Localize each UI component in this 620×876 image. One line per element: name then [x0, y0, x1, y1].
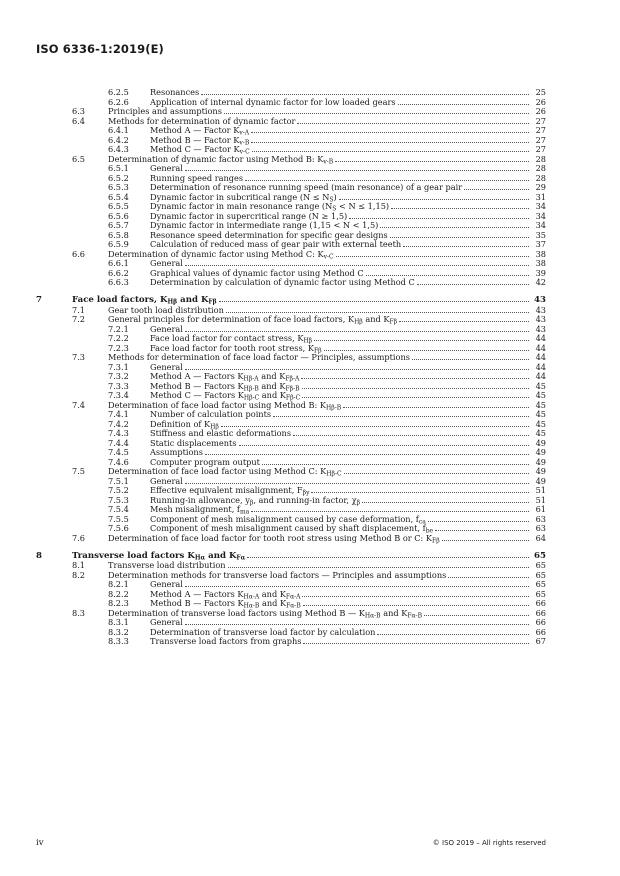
toc-entry-page: 26 [535, 106, 546, 116]
toc-entry-page: 49 [535, 475, 546, 486]
dot-leader [303, 643, 529, 644]
toc-entry-title: Transverse load factors from graphs [150, 636, 302, 646]
dot-leader [185, 265, 529, 266]
toc-entry-number: 8.2 [72, 569, 86, 580]
toc-entry-title: Face load factors, $K_{H\beta}$ and $K_{F\beta}$ [72, 295, 217, 306]
toc-entry-page: 43 [535, 314, 546, 324]
toc-entry-title: Determination of face load factor for tooth root stress using Method B or C: $K_{F\beta}$ [108, 532, 440, 544]
toc-entry-number: 7.5.4 [108, 504, 129, 514]
dot-leader [344, 473, 529, 474]
toc-entry-title: Determination of transverse load factors using Method B — $K_{H\alpha-B}$ and $K_{F\alpha-B}$ [108, 607, 422, 619]
toc-entry-page: 51 [535, 494, 546, 505]
toc-entry-page: 65 [535, 560, 546, 570]
toc-entry-page: 51 [535, 485, 546, 495]
dot-leader [185, 369, 529, 370]
dot-leader [273, 416, 529, 417]
toc-entry-number: 6.5.1 [108, 163, 129, 173]
toc-entry-page: 44 [535, 333, 546, 343]
toc-entry-number: 6.6.3 [108, 277, 129, 287]
document-id: ISO 6336-1:2019(E) [36, 42, 164, 56]
toc-entry-page: 34 [535, 220, 546, 230]
toc-entry-number: 7.3 [72, 352, 86, 362]
toc-entry-number: 6.5.3 [108, 182, 129, 192]
toc-entry-page: 25 [535, 87, 546, 97]
dot-leader [219, 301, 529, 302]
toc-entry-number: 6.5.9 [108, 239, 129, 249]
toc-entry-number: 8.2.2 [108, 588, 129, 599]
toc-entry-page: 64 [535, 532, 546, 543]
toc-entry-number: 7.4.4 [108, 437, 129, 448]
dot-leader [224, 113, 529, 114]
dot-leader [398, 104, 529, 105]
toc-entry-title: Face load factor for tooth root stress, $K_{F\beta}$ [150, 342, 322, 354]
toc-entry-page: 38 [535, 258, 546, 268]
toc-entry-number: 7.5.1 [108, 475, 129, 486]
toc-entry-page: 27 [535, 125, 546, 135]
toc-entry-title: Graphical values of dynamic factor using Method C [150, 267, 364, 278]
toc-entry-number: 8.3.1 [108, 617, 129, 627]
toc-entry-title: Method B — Factors $K_{H\beta-B}$ and $K_{F\beta-B}$ [150, 380, 300, 392]
dot-leader [185, 483, 529, 484]
toc-entry-title: Method A — Factors $K_{H\beta-A}$ and $K_{F\beta-A}$ [150, 371, 300, 383]
toc-entry-title: Method A — Factor $K_{v-A}$ [150, 125, 250, 137]
toc-entry-number: 7.5.6 [108, 523, 129, 533]
dot-leader [349, 218, 529, 219]
toc-entry-page: 65 [534, 550, 546, 561]
dot-leader [377, 634, 529, 635]
toc-entry-page: 45 [535, 418, 546, 429]
dot-leader [302, 388, 529, 389]
toc-entry-title: General [150, 475, 183, 486]
toc-entry-number: 6.3 [72, 106, 86, 116]
dot-leader [339, 199, 529, 200]
toc-entry-title: Methods for determination of dynamic factor [108, 115, 296, 126]
toc-entry-title: Method C — Factors $K_{H\beta-C}$ and $K_{F\beta-C}$ [150, 390, 301, 402]
toc-entry-title: Determination of transverse load factor by calculation [150, 626, 376, 637]
toc-entry-title-line [150, 439, 530, 449]
toc-entry-page: 45 [535, 390, 546, 400]
dot-leader [412, 359, 529, 360]
toc-entry-title: Calculation of reduced mass of gear pair with external teeth [150, 239, 402, 249]
dot-leader [185, 624, 529, 625]
toc-entry-title: General [150, 323, 183, 334]
toc-entry-title: Resonances [150, 87, 200, 97]
toc-entry-title: Method B — Factor $K_{v-B}$ [150, 134, 250, 146]
toc-entry-number: 6.2.5 [108, 87, 129, 97]
toc-entry-page: 66 [535, 598, 546, 608]
toc-entry-page: 66 [535, 626, 546, 637]
toc-entry-title: Running-in allowance, $y_\beta$, and running-in factor, $\chi_\beta$ [150, 494, 361, 506]
dot-leader [251, 511, 529, 512]
toc-entry-number: 7.4.1 [108, 409, 129, 419]
toc-entry-number: 6.4.2 [108, 134, 129, 145]
toc-entry-number: 7.3.4 [108, 390, 129, 400]
dot-leader [380, 227, 529, 228]
page-number: iv [36, 838, 44, 848]
toc-entry-number: 8.2.3 [108, 598, 129, 608]
toc-entry-title: Stiffness and elastic deformations [150, 428, 292, 438]
dot-leader [399, 321, 529, 322]
dot-leader [239, 445, 530, 446]
toc-entry-page: 42 [535, 277, 546, 287]
toc-entry-title: General [150, 579, 183, 589]
toc-entry-number: 7.3.3 [108, 380, 129, 391]
toc-entry-title: Determination of face load factor using Method C: $K_{H\beta-C}$ [108, 466, 342, 478]
dot-leader [442, 540, 529, 541]
dot-leader [343, 407, 529, 408]
toc-entry-number: 6.5.8 [108, 229, 129, 240]
table-of-contents [36, 88, 546, 647]
dot-leader [245, 180, 529, 181]
dot-leader [293, 435, 529, 436]
toc-entry-page: 49 [535, 466, 546, 476]
toc-entry-title: Determination of dynamic factor using Method C: $K_{v-C}$ [108, 248, 334, 260]
toc-entry-title-line [150, 278, 530, 288]
toc-entry-page: 65 [535, 569, 546, 580]
dot-leader [228, 567, 529, 568]
toc-entry[interactable] [36, 637, 546, 647]
toc-entry-number: 6.5.6 [108, 210, 129, 221]
toc-entry-page: 66 [535, 607, 546, 618]
toc-entry-title: General [150, 617, 183, 627]
dot-leader [185, 331, 529, 332]
toc-entry-number: 6.5.4 [108, 191, 129, 202]
toc-entry-number: 7.4 [72, 399, 86, 410]
toc-entry-page: 49 [535, 447, 546, 457]
toc-entry-title: Methods for determination of face load factor — Principles, assumptions [108, 352, 410, 362]
toc-entry-title: Assumptions [150, 447, 203, 457]
toc-entry-page: 66 [535, 617, 546, 627]
toc-entry-number: 7.2 [72, 314, 86, 324]
toc-entry-title: Dynamic factor in supercritical range (N ≥ 1,5) [150, 210, 348, 221]
toc-entry-number: 7.6 [72, 532, 86, 543]
toc-entry-number: 7.5.5 [108, 513, 129, 524]
toc-entry-number: 7.5 [72, 466, 86, 476]
toc-entry-number: 6.4 [72, 115, 86, 126]
toc-entry-number: 6.6 [72, 248, 86, 259]
toc-entry-page: 34 [535, 201, 546, 211]
dot-leader [303, 605, 529, 606]
toc-entry-page: 45 [535, 380, 546, 391]
dot-leader [297, 123, 529, 124]
dot-leader [324, 350, 529, 351]
toc-entry-page: 45 [535, 399, 546, 410]
toc-entry-page: 34 [535, 210, 546, 221]
dot-leader [336, 256, 529, 257]
toc-entry-number: 7.5.2 [108, 485, 129, 495]
toc-entry-number: 8 [36, 550, 42, 561]
dot-leader [201, 94, 529, 95]
dot-leader [403, 246, 529, 247]
dot-leader [314, 340, 529, 341]
toc-entry-page: 28 [535, 163, 546, 173]
toc-entry-page: 65 [535, 579, 546, 589]
toc-entry-page: 26 [535, 96, 546, 107]
toc-entry-page: 45 [535, 409, 546, 419]
toc-entry-number: 6.4.1 [108, 125, 129, 135]
toc-entry-page: 27 [535, 134, 546, 145]
toc-entry-number: 7.3.1 [108, 361, 129, 372]
toc-entry-title: Component of mesh misalignment caused by case deformation, $f_{ca}$ [150, 513, 426, 525]
toc-entry-page: 43 [535, 323, 546, 334]
toc-entry-number: 7.2.3 [108, 342, 129, 353]
toc-entry-title: Static displacements [150, 437, 237, 448]
toc-entry-page: 28 [535, 153, 546, 164]
toc-entry-number: 7.4.3 [108, 428, 129, 438]
toc-entry-number: 8.2.1 [108, 579, 129, 589]
toc-entry-number: 7 [36, 295, 42, 305]
dot-leader [464, 189, 529, 190]
toc-entry-number: 6.5 [72, 153, 86, 164]
toc-entry-page: 44 [535, 342, 546, 353]
toc-entry-title: Determination methods for transverse load factors — Principles and assumptions [108, 569, 447, 580]
toc-entry-number: 7.4.5 [108, 447, 129, 457]
dot-leader [247, 557, 529, 558]
dot-leader [262, 464, 529, 465]
toc-entry-page: 67 [535, 636, 546, 646]
toc-entry-page: 63 [535, 513, 546, 524]
toc-entry-title: General [150, 258, 183, 268]
dot-leader [390, 237, 529, 238]
dot-leader [366, 275, 529, 276]
toc-entry-title: Definition of $K_{H\beta}$ [150, 418, 219, 430]
toc-entry-title: Mesh misalignment, $f_{ma}$ [150, 504, 250, 516]
dot-leader [428, 521, 529, 522]
toc-entry-title: Running speed ranges [150, 172, 244, 183]
dot-leader [335, 161, 529, 162]
toc-entry-page: 38 [535, 248, 546, 259]
toc-entry[interactable] [36, 534, 546, 544]
toc-entry-page: 27 [535, 144, 546, 154]
dot-leader [302, 397, 529, 398]
dot-leader [302, 596, 529, 597]
toc-entry-title: Dynamic factor in intermediate range (1,15 < N < 1,5) [150, 220, 379, 230]
toc-entry-title-line [150, 637, 530, 647]
dot-leader [185, 170, 529, 171]
toc-entry-number: 8.3.2 [108, 626, 129, 637]
toc-entry-title: Number of calculation points [150, 409, 272, 419]
toc-entry-page: 28 [535, 172, 546, 183]
toc-entry-page: 44 [535, 352, 546, 362]
toc-entry-number: 6.5.5 [108, 201, 129, 211]
copyright-notice: © ISO 2019 – All rights reserved [432, 839, 546, 847]
toc-entry-page: 63 [535, 523, 546, 533]
toc-entry-number: 6.4.3 [108, 144, 129, 154]
toc-entry-page: 43 [534, 295, 546, 305]
toc-entry-title: General [150, 163, 183, 173]
dot-leader [185, 586, 529, 587]
toc-entry-page: 35 [535, 229, 546, 240]
toc-entry-title: Method C — Factor $K_{v-C}$ [150, 144, 250, 156]
toc-entry-title: Determination of dynamic factor using Method B: $K_{v-B}$ [108, 153, 334, 165]
dot-leader [391, 208, 529, 209]
toc-entry-title: Determination by calculation of dynamic factor using Method C [150, 277, 415, 287]
toc-entry-page: 44 [535, 371, 546, 381]
toc-entry-title: Principles and assumptions [108, 106, 222, 116]
toc-entry-page: 49 [535, 456, 546, 467]
dot-leader [424, 615, 529, 616]
toc-entry-number: 7.5.3 [108, 494, 129, 505]
toc-entry-number: 8.3 [72, 607, 86, 618]
toc-entry-title: Method A — Factors $K_{H\alpha-A}$ and $K_{F\alpha-A}$ [150, 588, 301, 600]
toc-entry-number: 8.1 [72, 560, 86, 570]
toc-entry-number: 7.2.1 [108, 323, 129, 334]
dot-leader [251, 132, 529, 133]
dot-leader [251, 142, 529, 143]
toc-entry-page: 39 [535, 267, 546, 278]
toc-entry-title: Application of internal dynamic factor for low loaded gears [150, 96, 396, 107]
toc-entry-page: 43 [535, 304, 546, 315]
dot-leader [252, 151, 529, 152]
toc-entry-title: General principles for determination of face load factors, $K_{H\beta}$ and $K_{F\beta}$ [108, 314, 398, 326]
toc-entry-title-line [108, 534, 530, 544]
dot-leader [417, 284, 529, 285]
toc-entry-number: 7.3.2 [108, 371, 129, 381]
toc-entry-title: General [150, 361, 183, 372]
toc-entry-number: 7.1 [72, 304, 86, 315]
toc-entry-page: 29 [535, 182, 546, 192]
toc-entry[interactable] [36, 278, 546, 288]
toc-entry-title: Dynamic factor in subcritical range $(N \le N_S)$ [150, 191, 337, 203]
dot-leader [301, 378, 529, 379]
toc-entry-page: 37 [535, 239, 546, 249]
toc-entry-number: 6.5.2 [108, 172, 129, 183]
toc-entry-number: 6.6.2 [108, 267, 129, 278]
toc-entry-page: 65 [535, 588, 546, 599]
toc-entry-title: Determination of resonance running speed (main resonance) of a gear pair [150, 182, 463, 192]
toc-entry-number: 6.5.7 [108, 220, 129, 230]
toc-entry-page: 31 [535, 191, 546, 202]
toc-entry-number: 6.6.1 [108, 258, 129, 268]
toc-entry-number: 6.2.6 [108, 96, 129, 107]
dot-leader [205, 454, 529, 455]
dot-leader [221, 426, 529, 427]
toc-entry-number: 7.4.2 [108, 418, 129, 429]
toc-entry-title: Face load factor for contact stress, $K_{H\beta}$ [150, 333, 313, 345]
toc-entry-title: Transverse load distribution [108, 560, 226, 570]
toc-entry-title: Resonance speed determination for specific gear designs [150, 229, 388, 240]
toc-entry-number: 7.4.6 [108, 456, 129, 467]
toc-entry-title: Determination of face load factor using Method B: $K_{H\beta-B}$ [108, 399, 342, 411]
toc-entry-title: Transverse load factors $K_{H\alpha}$ and $K_{F\alpha}$ [72, 550, 246, 561]
dot-leader [362, 502, 529, 503]
toc-entry-title: Method B — Factors $K_{H\alpha-B}$ and $K_{F\alpha-B}$ [150, 598, 301, 610]
toc-entry-page: 49 [535, 437, 546, 448]
toc-entry-title: Gear tooth load distribution [108, 304, 224, 315]
toc-entry-page: 27 [535, 115, 546, 126]
toc-entry-title: Dynamic factor in main resonance range $(N_S < N \le 1,15)$ [150, 201, 390, 213]
dot-leader [226, 312, 529, 313]
dot-leader [448, 577, 529, 578]
dot-leader [435, 530, 529, 531]
toc-entry-title: Component of mesh misalignment caused by shaft displacement, $f_{be}$ [150, 523, 434, 535]
toc-entry-number: 7.2.2 [108, 333, 129, 343]
dot-leader [311, 492, 529, 493]
toc-entry-number: 8.3.3 [108, 636, 129, 646]
toc-entry-title: Computer program output [150, 456, 260, 467]
toc-entry-page: 61 [535, 504, 546, 514]
toc-entry-page: 45 [535, 428, 546, 438]
toc-entry-page: 44 [535, 361, 546, 372]
toc-entry-title: Effective equivalent misalignment, $F_{\beta y}$ [150, 485, 310, 497]
